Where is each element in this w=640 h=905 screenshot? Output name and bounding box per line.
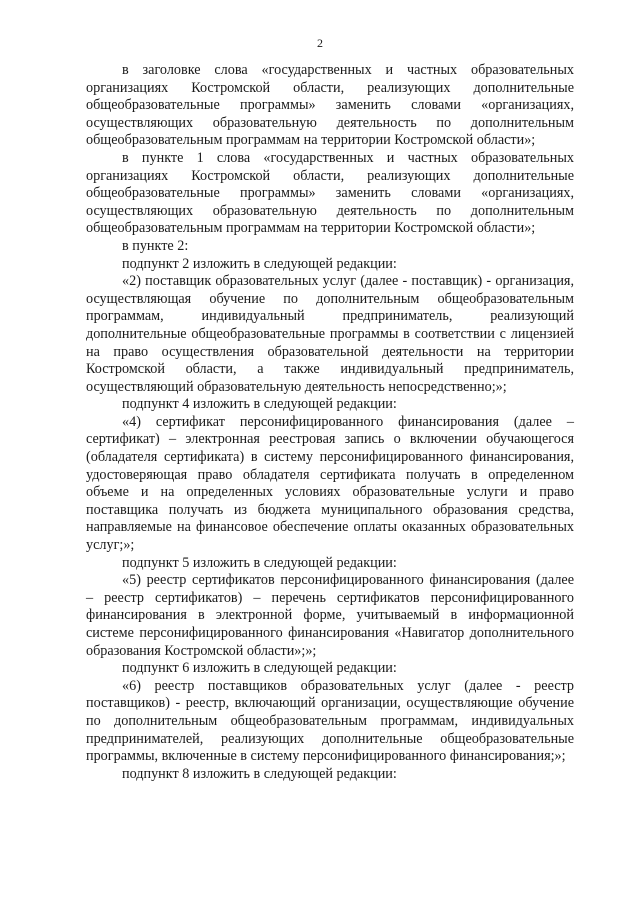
- paragraph-point-2-intro: в пункте 2:: [122, 237, 189, 254]
- paragraph-subpoint-4-text: «4) сертификат персонифицированного финансирования (далее – сертификат) – электронная реестровая запись о включении обучающегося (обладателя сертификата) в систему персонифицированного финансирования, удостоверяющая право обладателя сертификата получать в определенном объеме и на определенных условиях образовательные услуги и право поставщика получать из бюджета муниципального образования средства, направляемые на финансовое обеспечение оплаты оказанных образовательных услуг;»;: [86, 413, 574, 554]
- paragraph-subpoint-2-intro: подпункт 2 изложить в следующей редакции:: [122, 255, 397, 272]
- paragraph-subpoint-2-text: «2) поставщик образовательных услуг (далее - поставщик) - организация, осуществляющая обучение по дополнительным общеобразовательным программам, индивидуальный предприниматель, реализующий дополнительные общеобразовательные программы в соответствии с лицензией на право осуществления образовательной деятельности на территории Костромской области, а также индивидуальный предприниматель, осуществляющий образовательную деятельность непосредственно;»;: [86, 273, 574, 395]
- document-body: [86, 62, 574, 783]
- page-number: 2: [317, 36, 323, 50]
- paragraph-subpoint-5-text: «5) реестр сертификатов персонифицированного финансирования (далее – реестр сертификатов) – перечень сертификатов персонифицированного финансирования в электронной форме, учитываемый в информационной системе персонифицированного финансирования «Навигатор дополнительного образования Костромской области»;»;: [86, 572, 574, 659]
- paragraph-subpoint-6-intro: подпункт 6 изложить в следующей редакции:: [122, 660, 397, 677]
- paragraph-subpoint-5-intro: подпункт 5 изложить в следующей редакции:: [122, 554, 397, 571]
- paragraph-heading-title-amendment: в заголовке слова «государственных и частных образовательных организациях Костромской области, реализующих дополнительные общеобразовательные программы» заменить словами «организациях, осуществляющих образовательную деятельность по дополнительным общеобразовательным программам на территории Костромской области»;: [86, 62, 574, 149]
- paragraph-subpoint-6-text: «6) реестр поставщиков образовательных услуг (далее - реестр поставщиков) - реестр, включающий организации, осуществляющие обучение по дополнительным общеобразовательным программам, индивидуальных предпринимателей, реализующих дополнительные общеобразовательные программы, включенные в систему персонифицированного финансирования;»;: [86, 677, 574, 765]
- paragraph-subpoint-4-intro: подпункт 4 изложить в следующей редакции:: [122, 396, 397, 413]
- paragraph-point-1-amendment: в пункте 1 слова «государственных и частных образовательных организациях Костромской области, реализующих дополнительные общеобразовательные программы» заменить словами «организациях, осуществляющих образовательную деятельность по дополнительным общеобразовательным программам на территории Костромской области»;: [86, 149, 574, 237]
- paragraph-subpoint-8-intro: подпункт 8 изложить в следующей редакции:: [122, 765, 397, 782]
